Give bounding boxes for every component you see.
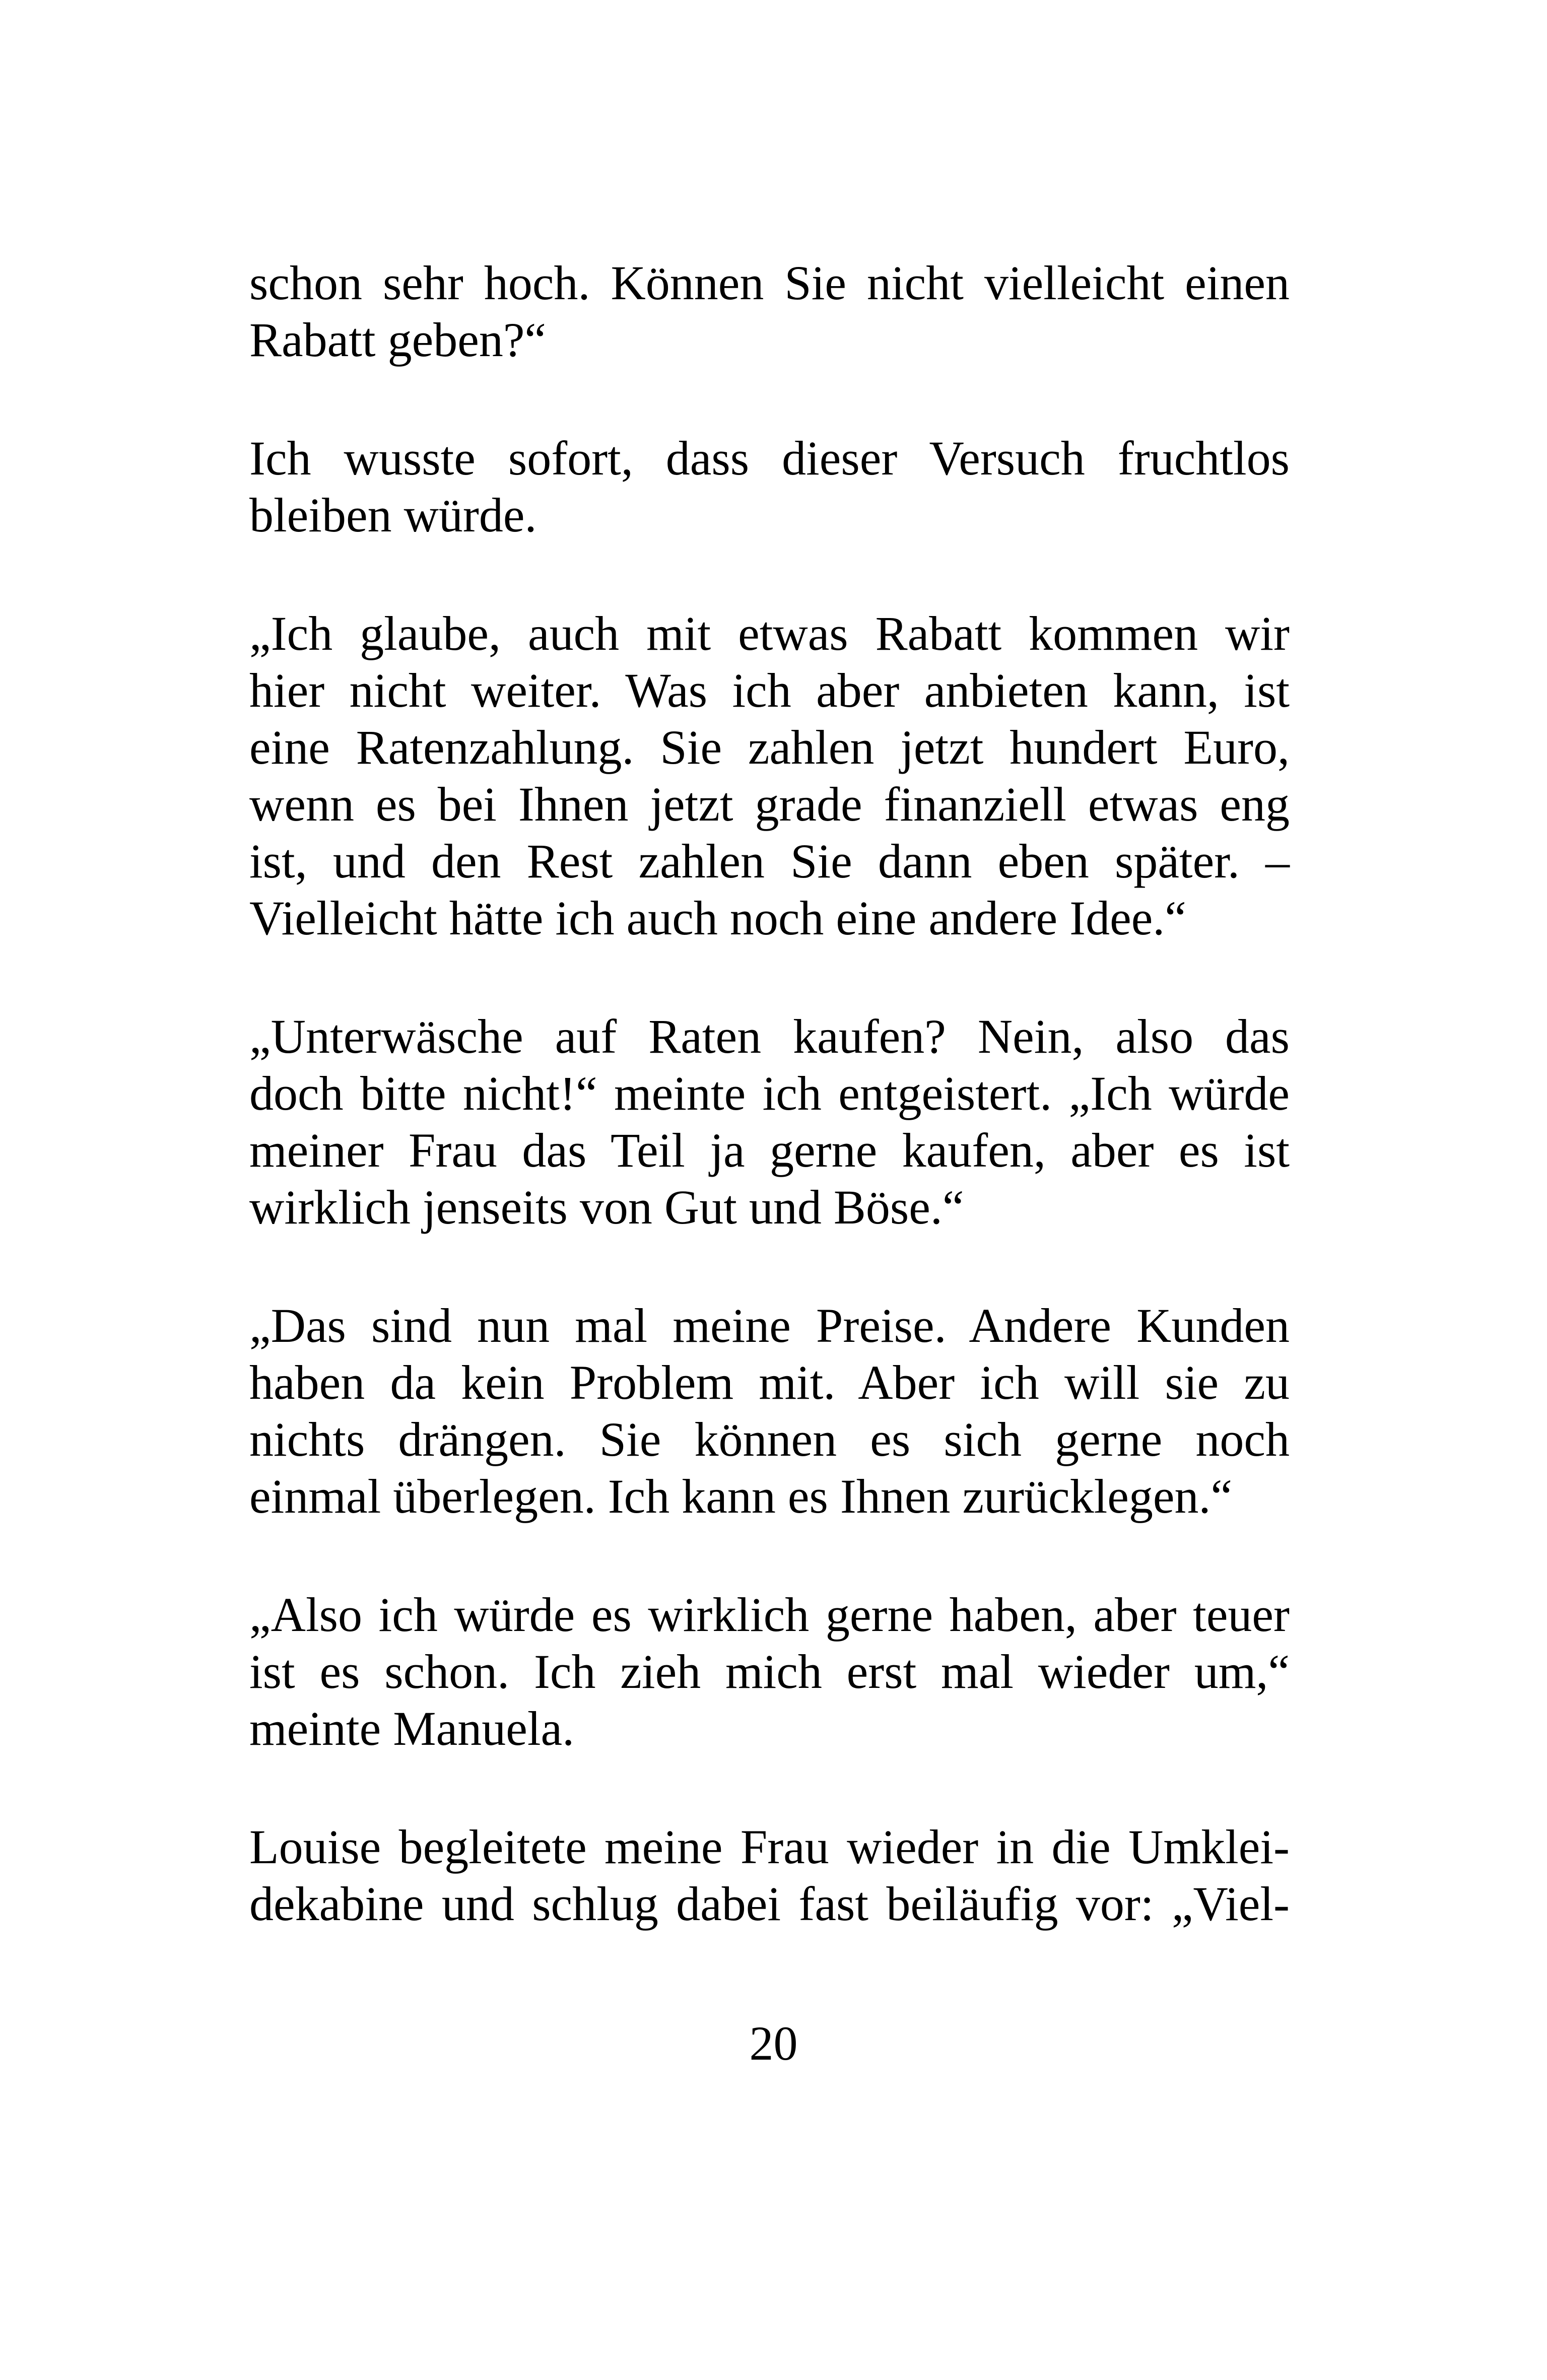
paragraph-4 — [249, 1008, 1290, 1236]
text-line: hier nicht weiter. Was ich aber anbieten kann, ist — [249, 663, 1290, 717]
text-line: „Unterwäsche auf Raten kaufen? Nein, also das — [249, 1009, 1290, 1063]
text-line: wirklich jenseits von Gut und Böse.“ — [249, 1180, 964, 1234]
text-line: haben da kein Problem mit. Aber ich will sie zu — [249, 1355, 1290, 1409]
paragraph-3 — [249, 605, 1290, 946]
paragraph-7 — [249, 1818, 1290, 1932]
text-line: ist, und den Rest zahlen Sie dann eben später. – — [249, 834, 1290, 888]
text-line: eine Ratenzahlung. Sie zahlen jetzt hundert Euro, — [249, 720, 1290, 774]
paragraph-5 — [249, 1297, 1290, 1525]
paragraph-1 — [249, 254, 1290, 368]
text-line: Ich wusste sofort, dass dieser Versuch fruchtlos — [249, 431, 1290, 485]
text-line: schon sehr hoch. Können Sie nicht vielleicht einen — [249, 256, 1290, 310]
body-text — [249, 254, 1290, 1994]
text-line: Louise begleitete meine Frau wieder in die Umklei- — [249, 1820, 1290, 1874]
page-number: 20 — [749, 2016, 798, 2070]
text-line: Rabatt geben?“ — [249, 313, 547, 367]
text-line: meiner Frau das Teil ja gerne kaufen, aber es ist — [249, 1123, 1290, 1177]
paragraph-6 — [249, 1586, 1290, 1757]
text-line: ist es schon. Ich zieh mich erst mal wieder um,“ — [249, 1645, 1290, 1698]
text-line: „Das sind nun mal meine Preise. Andere Kunden — [249, 1299, 1290, 1352]
text-line: meinte Manuela. — [249, 1702, 575, 1755]
text-line: „Also ich würde es wirklich gerne haben, aber teuer — [249, 1588, 1290, 1642]
text-line: wenn es bei Ihnen jetzt grade finanziell etwas eng — [249, 777, 1290, 831]
text-line: nichts drängen. Sie können es sich gerne noch — [249, 1412, 1290, 1466]
text-line: doch bitte nicht!“ meinte ich entgeistert. „Ich würde — [249, 1066, 1290, 1120]
text-line: Vielleicht hätte ich auch noch eine andere Idee.“ — [249, 891, 1186, 945]
text-line: bleiben würde. — [249, 488, 537, 542]
paragraph-2 — [249, 430, 1290, 543]
text-line: einmal überlegen. Ich kann es Ihnen zurücklegen.“ — [249, 1469, 1233, 1523]
text-line: „Ich glaube, auch mit etwas Rabatt kommen wir — [249, 606, 1290, 660]
text-line: dekabine und schlug dabei fast beiläufig vor: „Viel- — [249, 1877, 1290, 1931]
